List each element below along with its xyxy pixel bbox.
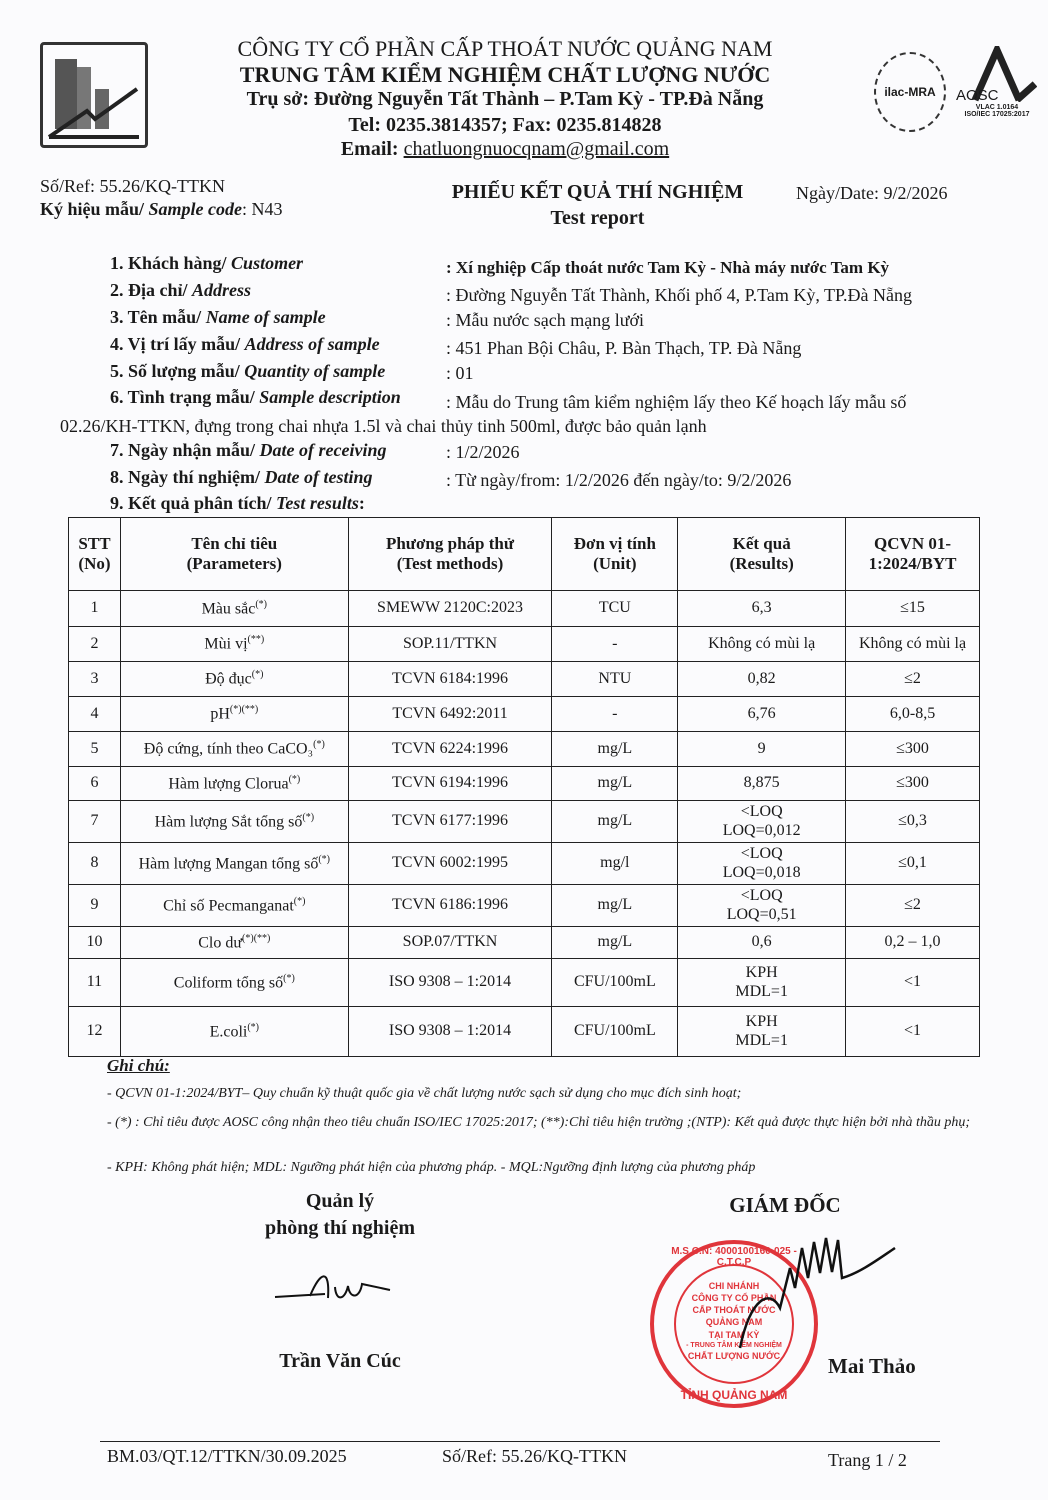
cell-result: Không có mùi lạ xyxy=(678,627,846,662)
column-header: STT (No) xyxy=(69,518,121,591)
cell-method: TCVN 6177:1996 xyxy=(348,801,552,843)
cell-parameter: Clo dư(*)(**) xyxy=(120,927,348,959)
table-row xyxy=(69,732,980,767)
lab-manager-name: Trần Văn Cúc xyxy=(279,1350,401,1372)
cell-limit: ≤0,1 xyxy=(846,843,980,885)
lab-manager-signature xyxy=(270,1262,400,1312)
reference-number: Số/Ref: 55.26/KQ-TTKN xyxy=(40,176,225,196)
cell-limit: Không có mùi lạ xyxy=(846,627,980,662)
cell-limit: ≤300 xyxy=(846,767,980,801)
center-email: Email: chatluongnuocqnam@gmail.com xyxy=(340,138,670,160)
cell-no: 11 xyxy=(69,959,121,1007)
center-phone: Tel: 0235.3814357; Fax: 0235.814828 xyxy=(348,114,662,136)
cell-method: TCVN 6194:1996 xyxy=(348,767,552,801)
cell-unit: - xyxy=(552,627,678,662)
cell-unit: mg/L xyxy=(552,885,678,927)
cell-method: TCVN 6186:1996 xyxy=(348,885,552,927)
report-date: Ngày/Date: 9/2/2026 xyxy=(796,183,948,203)
cell-no: 6 xyxy=(69,767,121,801)
director-signature xyxy=(730,1228,900,1358)
cell-parameter: Mùi vị(**) xyxy=(120,627,348,662)
note-line: - KPH: Không phát hiện; MDL: Ngưỡng phát hiện của phương pháp. - MQL:Ngưỡng định lượng của phương pháp xyxy=(107,1160,756,1175)
report-subtitle: Test report xyxy=(550,207,645,229)
cell-parameter: Hàm lượng Sắt tổng số(*) xyxy=(120,801,348,843)
info-label: 7. Ngày nhận mẫu/ Date of receiving xyxy=(110,440,387,460)
cell-parameter: E.coli(*) xyxy=(120,1007,348,1057)
info-label: 2. Địa chỉ/ Address xyxy=(110,280,252,300)
cell-no: 12 xyxy=(69,1007,121,1057)
cell-parameter: Độ đục(*) xyxy=(120,662,348,697)
cell-parameter: Màu sắc(*) xyxy=(120,591,348,627)
table-header-row xyxy=(69,518,980,591)
cell-method: SMEWW 2120C:2023 xyxy=(348,591,552,627)
footer-reference: Số/Ref: 55.26/KQ-TTKN xyxy=(442,1446,627,1466)
info-value: : 01 xyxy=(446,363,474,383)
cell-method: SOP.11/TTKN xyxy=(348,627,552,662)
director-name: Mai Thảo xyxy=(828,1354,916,1378)
cell-limit: ≤2 xyxy=(846,885,980,927)
info-value-continued: 02.26/KH-TTKN, đựng trong chai nhựa 1.5l và chai thủy tinh 500ml, được bảo quản lạnh xyxy=(60,416,707,436)
table-row xyxy=(69,801,980,843)
info-label: 5. Số lượng mẫu/ Quantity of sample xyxy=(110,361,386,381)
table-row xyxy=(69,662,980,697)
center-address: Trụ sở: Đường Nguyễn Tất Thành – P.Tam Kỳ - TP.Đà Nẵng xyxy=(246,88,764,110)
cell-no: 7 xyxy=(69,801,121,843)
cell-method: TCVN 6002:1995 xyxy=(348,843,552,885)
footer-divider xyxy=(100,1441,940,1442)
cell-method: TCVN 6492:2011 xyxy=(348,697,552,732)
table-row xyxy=(69,959,980,1007)
cell-no: 2 xyxy=(69,627,121,662)
cell-unit: mg/L xyxy=(552,801,678,843)
cell-result: 0,6 xyxy=(678,927,846,959)
info-value: : Mẫu nước sạch mạng lưới xyxy=(446,310,645,330)
cell-limit: ≤15 xyxy=(846,591,980,627)
cell-unit: mg/L xyxy=(552,732,678,767)
cell-result: <LOQ LOQ=0,012 xyxy=(678,801,846,843)
cell-unit: mg/L xyxy=(552,927,678,959)
cell-unit: NTU xyxy=(552,662,678,697)
cell-result: KPH MDL=1 xyxy=(678,959,846,1007)
cell-parameter: Độ cứng, tính theo CaCO₃(*) xyxy=(120,732,348,767)
info-label: 1. Khách hàng/ Customer xyxy=(110,253,304,273)
cell-limit: <1 xyxy=(846,1007,980,1057)
info-label: 9. Kết quả phân tích/ Test results: xyxy=(110,493,365,513)
cell-unit: mg/l xyxy=(552,843,678,885)
cell-result: <LOQ LOQ=0,51 xyxy=(678,885,846,927)
table-row xyxy=(69,591,980,627)
sample-code: Ký hiệu mẫu/ Sample code: N43 xyxy=(40,199,283,219)
table-row xyxy=(69,697,980,732)
cell-result: 0,82 xyxy=(678,662,846,697)
table-row xyxy=(69,927,980,959)
cell-unit: mg/L xyxy=(552,767,678,801)
cell-no: 10 xyxy=(69,927,121,959)
table-row xyxy=(69,627,980,662)
info-label: 8. Ngày thí nghiệm/ Date of testing xyxy=(110,467,373,487)
cell-limit: ≤2 xyxy=(846,662,980,697)
cell-limit: 0,2 – 1,0 xyxy=(846,927,980,959)
column-header: Phương pháp thử (Test methods) xyxy=(348,518,552,591)
email-link[interactable]: chatluongnuocqnam@gmail.com xyxy=(403,138,670,160)
cell-result: 9 xyxy=(678,732,846,767)
cell-unit: - xyxy=(552,697,678,732)
cell-limit: 6,0-8,5 xyxy=(846,697,980,732)
info-label: 3. Tên mẫu/ Name of sample xyxy=(110,307,326,327)
info-value: : 1/2/2026 xyxy=(446,442,520,462)
info-label: 6. Tình trạng mẫu/ Sample description xyxy=(110,387,401,407)
cell-parameter: pH(*)(**) xyxy=(120,697,348,732)
cell-method: TCVN 6224:1996 xyxy=(348,732,552,767)
aosc-logo: AOSC VLAC 1.0164 ISO/IEC 17025:2017 xyxy=(952,46,1042,136)
table-row xyxy=(69,767,980,801)
note-line: - QCVN 01-1:2024/BYT– Quy chuẩn kỹ thuật quốc gia về chất lượng nước sạch sử dụng cho mục đích sinh hoạt; xyxy=(107,1086,742,1101)
cell-result: <LOQ LOQ=0,018 xyxy=(678,843,846,885)
column-header: Kết quả (Results) xyxy=(678,518,846,591)
cell-result: 8,875 xyxy=(678,767,846,801)
cell-unit: CFU/100mL xyxy=(552,1007,678,1057)
cell-unit: CFU/100mL xyxy=(552,959,678,1007)
info-value: : Xí nghiệp Cấp thoát nước Tam Kỳ - Nhà máy nước Tam Kỳ xyxy=(446,258,890,277)
company-name: CÔNG TY CỔ PHẦN CẤP THOÁT NƯỚC QUẢNG NAM xyxy=(237,36,773,61)
cell-limit: <1 xyxy=(846,959,980,1007)
cell-result: 6,3 xyxy=(678,591,846,627)
cell-no: 9 xyxy=(69,885,121,927)
table-row xyxy=(69,843,980,885)
column-header: QCVN 01- 1:2024/BYT xyxy=(846,518,980,591)
info-value: : 451 Phan Bội Châu, P. Bàn Thạch, TP. Đà Nẵng xyxy=(446,338,802,358)
page-number: Trang 1 / 2 xyxy=(828,1450,907,1470)
cell-limit: ≤300 xyxy=(846,732,980,767)
cell-parameter: Chỉ số Pecmanganat(*) xyxy=(120,885,348,927)
notes-title: Ghi chú: xyxy=(107,1056,170,1075)
company-logo xyxy=(40,42,148,148)
table-row xyxy=(69,1007,980,1057)
cell-no: 8 xyxy=(69,843,121,885)
cell-limit: ≤0,3 xyxy=(846,801,980,843)
cell-no: 1 xyxy=(69,591,121,627)
director-title: GIÁM ĐỐC xyxy=(729,1193,841,1217)
company-stamp: CHI NHÁNH CÔNG TY CỔ PHẦN CẤP THOÁT NƯỚC QUẢNG NAM TẠI TAM KỲ - TRUNG TÂM KIỂM NGHIỆM CHẤT LƯỢNG NƯỚC M.S.C.N: 4000100160-025 - C.T.C.P TỈNH QUẢNG NAM xyxy=(650,1240,818,1408)
info-value: : Mẫu do Trung tâm kiểm nghiệm lấy theo Kế hoạch lấy mẫu số xyxy=(446,392,907,412)
cell-result: 6,76 xyxy=(678,697,846,732)
lab-manager-title-2: phòng thí nghiệm xyxy=(264,1217,416,1239)
cell-method: ISO 9308 – 1:2014 xyxy=(348,1007,552,1057)
cell-method: ISO 9308 – 1:2014 xyxy=(348,959,552,1007)
table-row xyxy=(69,885,980,927)
cell-method: SOP.07/TTKN xyxy=(348,927,552,959)
cell-method: TCVN 6184:1996 xyxy=(348,662,552,697)
center-name: TRUNG TÂM KIỂM NGHIỆM CHẤT LƯỢNG NƯỚC xyxy=(239,62,771,87)
column-header: Đơn vị tính (Unit) xyxy=(552,518,678,591)
cell-no: 5 xyxy=(69,732,121,767)
test-results-table xyxy=(68,517,980,1057)
column-header: Tên chỉ tiêu (Parameters) xyxy=(120,518,348,591)
info-label: 4. Vị trí lấy mẫu/ Address of sample xyxy=(110,334,380,354)
cell-no: 4 xyxy=(69,697,121,732)
info-value: : Từ ngày/from: 1/2/2026 đến ngày/to: 9/2/2026 xyxy=(446,470,792,490)
cell-result: KPH MDL=1 xyxy=(678,1007,846,1057)
lab-manager-title: Quản lý xyxy=(305,1190,375,1212)
report-title: PHIẾU KẾT QUẢ THÍ NGHIỆM xyxy=(451,181,744,203)
cell-unit: TCU xyxy=(552,591,678,627)
form-code: BM.03/QT.12/TTKN/30.09.2025 xyxy=(107,1446,347,1466)
cell-parameter: Hàm lượng Clorua(*) xyxy=(120,767,348,801)
ilac-mra-logo: ilac-MRA xyxy=(874,52,946,132)
cell-parameter: Coliform tổng số(*) xyxy=(120,959,348,1007)
cell-no: 3 xyxy=(69,662,121,697)
note-line: - (*) : Chỉ tiêu được AOSC công nhận theo tiêu chuẩn ISO/IEC 17025:2017; (**):Chỉ tiêu hiện trường ;(NTP): Kết quả được thực hiện bởi nhà thầu phụ; xyxy=(107,1115,971,1130)
info-value: : Đường Nguyễn Tất Thành, Khối phố 4, P.Tam Kỳ, TP.Đà Nẵng xyxy=(446,285,912,305)
cell-parameter: Hàm lượng Mangan tổng số(*) xyxy=(120,843,348,885)
